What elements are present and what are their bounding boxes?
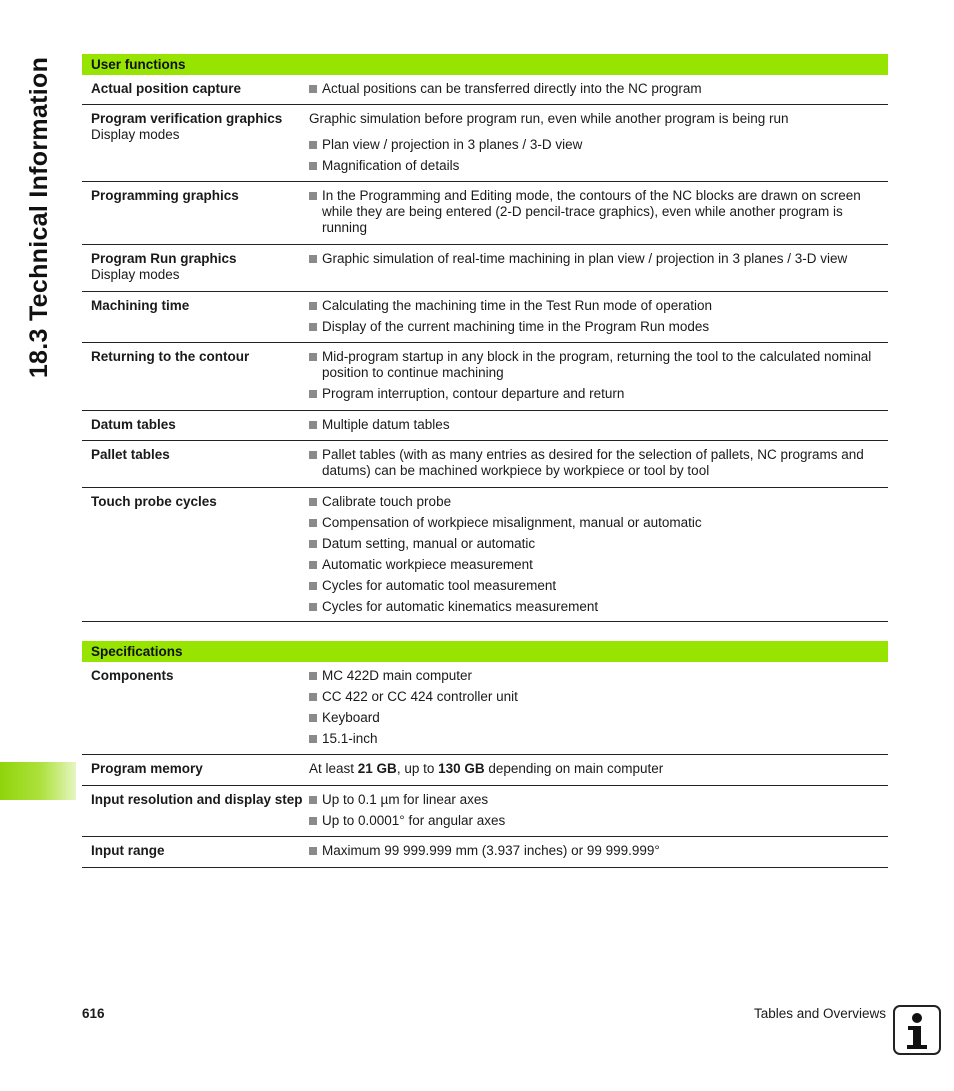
row-label: Machining time [91,298,190,313]
list-item: Display of the current machining time in the Program Run modes [309,319,880,335]
table-row [82,411,888,441]
list-item: Mid-program startup in any block in the program, returning the tool to the calculated nominal position to continue machining [309,349,880,381]
row-label: Pallet tables [91,447,170,462]
list-item: Datum setting, manual or automatic [309,536,880,552]
row-label: Programming graphics [91,188,239,203]
square-bullet-icon [309,847,317,855]
specifications-header: Specifications [82,641,888,662]
row-label: Components [91,668,174,683]
square-bullet-icon [309,85,317,93]
list-item: MC 422D main computer [309,668,880,684]
list-item: Calculating the machining time in the Test Run mode of operation [309,298,880,314]
row-content [309,662,888,754]
row-sublabel: Display modes [91,267,180,282]
square-bullet-icon [309,735,317,743]
list-item: Multiple datum tables [309,417,880,433]
square-bullet-icon [309,796,317,804]
row-content: At least 21 GB, up to 130 GB depending on main computer [309,761,664,776]
list-item: Plan view / projection in 3 planes / 3-D view [309,137,880,153]
square-bullet-icon [309,421,317,429]
list-item: Magnification of details [309,158,880,174]
user-functions-header: User functions [82,54,888,75]
list-item: In the Programming and Editing mode, the contours of the NC blocks are drawn on screen while they are being entered (2-D pencil-trace graphics), even while another program is running [309,188,880,236]
square-bullet-icon [309,498,317,506]
specifications-table [82,641,888,868]
row-label: Returning to the contour [91,349,250,364]
row-sublabel: Display modes [91,127,180,142]
list-item: Maximum 99 999.999 mm (3.937 inches) or 99 999.999° [309,843,880,859]
chapter-title-text: 18.3 Technical Information [25,56,54,378]
user-functions-rows [82,75,888,622]
table-row [82,292,888,343]
row-content [309,837,888,867]
square-bullet-icon [309,323,317,331]
list-item: Pallet tables (with as many entries as desired for the selection of pallets, NC programs and datums) can be machined workpiece by workpiece or tool by tool [309,447,880,479]
row-label: Input resolution and display step [91,792,303,807]
table-row [82,343,888,411]
memory-min-value: 21 GB [357,761,397,776]
square-bullet-icon [309,255,317,263]
row-content [309,292,888,342]
square-bullet-icon [309,390,317,398]
square-bullet-icon [309,162,317,170]
row-content [309,343,888,410]
square-bullet-icon [309,561,317,569]
row-content [309,441,888,487]
square-bullet-icon [309,353,317,361]
row-content [309,245,888,291]
table-row [82,182,888,245]
list-item: Automatic workpiece measurement [309,557,880,573]
chapter-tab-marker [0,762,76,800]
list-item: Actual positions can be transferred directly into the NC program [309,81,880,97]
user-functions-table [82,54,888,622]
list-item: Up to 0.0001° for angular axes [309,813,880,829]
row-label: Datum tables [91,417,176,432]
row-label: Program verification graphics [91,111,283,126]
spec-row-program-memory [82,755,888,786]
info-icon [893,1005,941,1055]
list-item: Keyboard [309,710,880,726]
spec-row-input-range [82,837,888,868]
list-item: CC 422 or CC 424 controller unit [309,689,880,705]
square-bullet-icon [309,451,317,459]
table-row [82,105,888,182]
spec-row-input-resolution [82,786,888,837]
list-item: Compensation of workpiece misalignment, manual or automatic [309,515,880,531]
row-label: Program memory [91,761,203,776]
square-bullet-icon [309,141,317,149]
row-intro-text: Graphic simulation before program run, even while another program is being run [309,111,789,126]
row-content [309,411,888,440]
chapter-name: Tables and Overviews [753,1006,886,1021]
row-content [309,786,888,836]
spec-row-components [82,662,888,755]
memory-max-value: 130 GB [438,761,485,776]
list-item: Graphic simulation of real-time machining in plan view / projection in 3 planes / 3-D view [309,251,880,267]
side-chapter-title [22,52,58,382]
row-label: Actual position capture [91,81,242,96]
row-label: Program Run graphics [91,251,237,266]
row-label: Input range [91,843,165,858]
row-content [309,105,888,181]
square-bullet-icon [309,817,317,825]
row-content [309,182,888,244]
square-bullet-icon [309,192,317,200]
square-bullet-icon [309,714,317,722]
square-bullet-icon [309,582,317,590]
table-row [82,245,888,292]
list-item: Calibrate touch probe [309,494,880,510]
list-item: Up to 0.1 µm for linear axes [309,792,880,808]
list-item: 15.1-inch [309,731,880,747]
square-bullet-icon [309,519,317,527]
page-number: 616 [82,1006,105,1021]
square-bullet-icon [309,693,317,701]
row-content [309,488,888,621]
square-bullet-icon [309,302,317,310]
square-bullet-icon [309,672,317,680]
square-bullet-icon [309,540,317,548]
list-item: Cycles for automatic tool measurement [309,578,880,594]
list-item: Program interruption, contour departure and return [309,386,880,402]
square-bullet-icon [309,603,317,611]
row-label: Touch probe cycles [91,494,217,509]
table-row [82,488,888,622]
table-row [82,75,888,105]
row-content [309,75,888,104]
list-item: Cycles for automatic kinematics measurement [309,599,880,615]
table-row [82,441,888,488]
